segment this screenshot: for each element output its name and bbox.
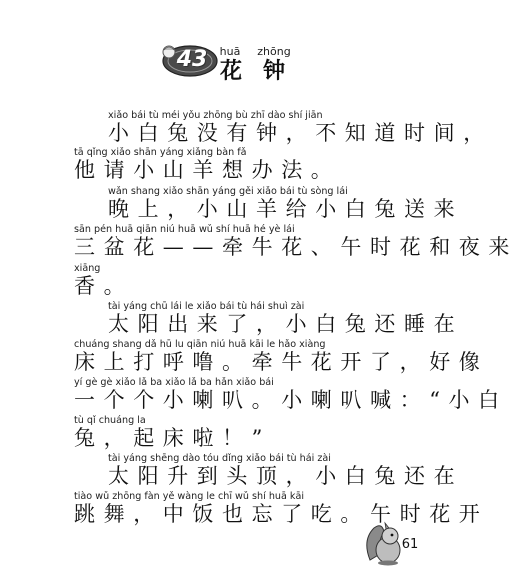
pinyin-line-11: tiào wǔ zhōng fàn yě wàng le chī wǔ shí huā kāi <box>74 491 305 502</box>
pinyin-line-2: tā qǐng xiǎo shān yáng xiǎng bàn fǎ <box>74 147 247 158</box>
pinyin-line-9: tù qǐ chuáng la <box>74 415 146 426</box>
text-line-6: 太阳出来了，小白兔还睡在 <box>108 312 464 336</box>
text-line-1: 小白兔没有钟，不知道时间， <box>108 121 493 145</box>
text-line-5: 香。 <box>74 274 134 298</box>
pinyin-line-6: tài yáng chū lái le xiǎo bái tù hái shuì zài <box>108 301 305 312</box>
pinyin-line-3: wǎn shang xiǎo shān yáng gěi xiǎo bái tù sòng lái <box>108 186 348 197</box>
title-pinyin-1: huā <box>219 45 241 58</box>
pinyin-line-1: xiǎo bái tù méi yǒu zhōng bù zhī dào shí jiān <box>108 110 323 121</box>
text-line-3: 晚上，小山羊给小白兔送来 <box>108 197 464 221</box>
text-line-9: 兔，起床啦！” <box>74 426 271 450</box>
title-pinyin-2: zhōng <box>257 45 291 58</box>
text-line-11: 跳舞，中饭也忘了吃。午时花开 <box>74 502 489 526</box>
text-line-8: 一个个小喇叭。小喇叭喊：“小白 <box>74 388 508 412</box>
text-line-2: 他请小山羊想办法。 <box>74 158 341 182</box>
lesson-number: 43 <box>176 47 208 72</box>
pinyin-line-5: xiāng <box>74 263 101 274</box>
pinyin-line-4: sān pén huā qiān niú huā wǔ shí huā hé yè lái <box>74 224 295 235</box>
text-line-10: 太阳升到头顶，小白兔还在 <box>108 464 464 488</box>
text-line-4: 三盆花——牵牛花、午时花和夜来 <box>74 235 518 259</box>
page-number: 61 <box>401 537 419 552</box>
title-char-1: 花 <box>219 58 242 84</box>
pinyin-line-10: tài yáng shēng dào tóu dǐng xiǎo bái tù hái zài <box>108 453 331 464</box>
text-line-7: 床上打呼噜。牵牛花开了，好像 <box>74 350 489 374</box>
pinyin-line-7: chuáng shang dǎ hū lu qiān niú huā kāi le hǎo xiàng <box>74 339 326 350</box>
pinyin-line-8: yí gè gè xiǎo lǎ ba xiǎo lǎ ba hǎn xiǎo bái <box>74 377 274 388</box>
title-char-2: 钟 <box>262 58 285 84</box>
